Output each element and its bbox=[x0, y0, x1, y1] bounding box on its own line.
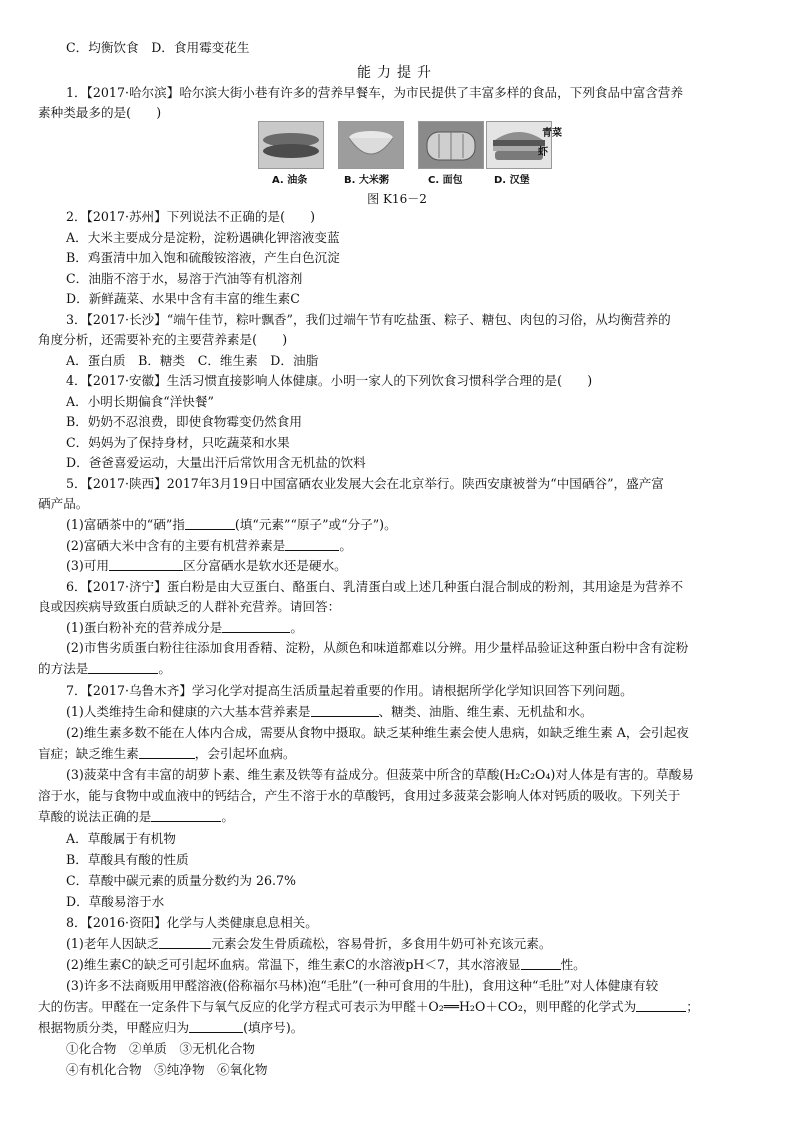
q8-stem: 8．【2016·资阳】化学与人类健康息息相关。 bbox=[66, 915, 318, 930]
q1-line1 bbox=[66, 83, 683, 103]
q4-stem: 4．【2017·安徽】生活习惯直接影响人体健康。小明一家人的下列饮食习惯科学合理的是( ) bbox=[66, 373, 593, 388]
q5-part1 bbox=[66, 515, 397, 535]
q5-part1-tail: (填“元素”“原子”或“分子”)。 bbox=[234, 517, 397, 532]
q8-part3-line3 bbox=[38, 1018, 303, 1038]
figure-caption-c: C. 面包 bbox=[428, 175, 463, 186]
q8-part3-line2 bbox=[38, 997, 699, 1017]
q1-figure-row bbox=[258, 121, 548, 185]
q3-line1: 3．【2017·长沙】“端午佳节，粽叶飘香”，我们过端午节有吃盐蛋、粽子、糖包、肉包的习俗，从均衡营养的 bbox=[66, 312, 671, 327]
q8-part2-tail: 性。 bbox=[560, 957, 586, 972]
q8-answer-blank-2[interactable] bbox=[521, 957, 561, 970]
q2-option-b: B．鸡蛋清中加入饱和硫酸铵溶液，产生白色沉淀 bbox=[66, 250, 340, 265]
q5-part1-text: (1)富硒茶中的“硒”指 bbox=[66, 517, 185, 532]
q2-option-a: A．大米主要成分是淀粉，淀粉遇碘化钾溶液变蓝 bbox=[66, 230, 340, 245]
q8-answer-blank-4[interactable] bbox=[189, 1020, 243, 1033]
q7-answer-blank-3[interactable] bbox=[151, 809, 221, 822]
top-options: C．均衡饮食 D．食用霉变花生 bbox=[66, 40, 250, 55]
fried-dough-icon bbox=[259, 122, 323, 168]
q4-option-d: D．爸爸喜爱运动，大量出汗后常饮用含无机盐的饮料 bbox=[66, 455, 366, 470]
q7-part1 bbox=[66, 702, 593, 722]
burger-label-shrimp: 虾 bbox=[538, 147, 548, 158]
q8-part1-text: (1)老年人因缺乏 bbox=[66, 936, 160, 951]
q5-part2-tail: 。 bbox=[339, 538, 352, 553]
q8-part2-text: (2)维生素C的缺乏可引起坏血病。常温下，维生素C的水溶液pH＜7，其水溶液显 bbox=[66, 957, 521, 972]
q6-part2-cont bbox=[38, 659, 171, 679]
fried-dough-image bbox=[258, 121, 324, 169]
q6-line2: 良或因疾病导致蛋白质缺乏的人群补充营养。请回答： bbox=[38, 599, 341, 614]
q8-part3-line1: (3)许多不法商贩用甲醛溶液(俗称福尔马林)泡“毛肚”(一种可食用的牛肚)，食用这种“毛肚”对人体健康有较 bbox=[66, 978, 659, 993]
rice-porridge-icon bbox=[339, 122, 403, 168]
q7-part2-cont bbox=[38, 744, 296, 764]
q8-part1-tail: 元素会发生骨质疏松，容易骨折，多食用牛奶可补充该元素。 bbox=[211, 936, 552, 951]
q5-part3-tail: 区分富硒水是软水还是硬水。 bbox=[183, 558, 347, 573]
q7-option-c: C．草酸中碳元素的质量分数约为 26.7% bbox=[66, 873, 296, 888]
q4-option-a: A．小明长期偏食“洋快餐” bbox=[66, 394, 214, 409]
q5-answer-blank-3[interactable] bbox=[109, 558, 183, 571]
q7-part2-text: 盲症；缺乏维生素 bbox=[38, 746, 139, 761]
q4-option-b: B．奶奶不忍浪费，即使食物霉变仍然食用 bbox=[66, 414, 302, 429]
burger-label-greens: 青菜 bbox=[542, 128, 562, 139]
figure-caption-a: A. 油条 bbox=[272, 175, 308, 186]
q2-option-c: C．油脂不溶于水，易溶于汽油等有机溶剂 bbox=[66, 271, 303, 286]
q7-part3-text: 草酸的说法正确的是 bbox=[38, 809, 152, 824]
q8-answer-blank-1[interactable] bbox=[159, 936, 211, 949]
q7-answer-blank-1[interactable] bbox=[311, 704, 379, 717]
rice-porridge-image bbox=[338, 121, 404, 169]
q3-line2: 角度分析，还需要补充的主要营养素是( ) bbox=[38, 332, 288, 347]
q8-part3-tail: (填序号)。 bbox=[243, 1020, 304, 1035]
q1-line2: 素种类最多的是( ) bbox=[38, 105, 162, 120]
figure-caption-b: B. 大米粥 bbox=[344, 175, 389, 186]
q7-stem: 7．【2017·乌鲁木齐】学习化学对提高生活质量起着重要的作用。请根据所学化学知识回答下列问题。 bbox=[66, 683, 633, 698]
q7-part3-line3 bbox=[38, 807, 234, 827]
section-title: 能力提升 bbox=[357, 65, 437, 81]
q7-part1-text: (1)人类维持生命和健康的六大基本营养素是 bbox=[66, 704, 311, 719]
q4-option-c: C．妈妈为了保持身材，只吃蔬菜和水果 bbox=[66, 435, 290, 450]
q7-part3-tail: 。 bbox=[221, 809, 234, 824]
q3-options: A．蛋白质 B．糖类 C．维生素 D．油脂 bbox=[66, 353, 319, 368]
q6-answer-blank-1[interactable] bbox=[222, 620, 290, 633]
q5-part2-text: (2)富硒大米中含有的主要有机营养素是 bbox=[66, 538, 286, 553]
q5-answer-blank-2[interactable] bbox=[285, 538, 339, 551]
bread-image bbox=[418, 121, 484, 169]
q8-part3-semicolon: ； bbox=[686, 999, 699, 1014]
q8-part2 bbox=[66, 955, 586, 975]
q5-line1: 5．【2017·陕西】2017年3月19日中国富硒农业发展大会在北京举行。陕西安康被誉为“中国硒谷”，盛产富 bbox=[66, 476, 664, 491]
q7-part1-tail: 、糖类、油脂、维生素、无机盐和水。 bbox=[378, 704, 593, 719]
q8-answer-blank-3[interactable] bbox=[636, 999, 686, 1012]
q8-part3-text: 大的伤害。甲醛在一定条件下与氧气反应的化学方程式可表示为甲醛＋O₂══H₂O＋CO₂，则甲醛的化学式为 bbox=[38, 999, 637, 1014]
q7-part3-line1: (3)菠菜中含有丰富的胡萝卜素、维生素及铁等有益成分。但菠菜中所含的草酸(H₂C₂O₄)对人体是有害的。草酸易 bbox=[66, 767, 694, 782]
q6-part1 bbox=[66, 618, 303, 638]
q8-part3-classify: 根据物质分类，甲醛应归为 bbox=[38, 1020, 190, 1035]
bread-icon bbox=[419, 122, 483, 168]
figure-caption-d: D. 汉堡 bbox=[494, 175, 530, 186]
q7-part2: (2)维生素多数不能在人体内合成，需要从食物中摄取。缺乏某种维生素会使人患病，如缺乏维生素 A，会引起夜 bbox=[66, 725, 689, 740]
q2-stem: 2．【2017·苏州】下列说法不正确的是( ) bbox=[66, 209, 316, 224]
q6-part2-tail: 。 bbox=[158, 661, 171, 676]
q1-stem: 1．【2017·哈尔滨】哈尔滨大街小巷有许多的营养早餐车，为市民提供了丰富多样的食品，下列食品中富含营养 bbox=[66, 85, 684, 100]
q6-answer-blank-2[interactable] bbox=[88, 661, 158, 674]
q6-part2: (2)市售劣质蛋白粉往往添加食用香精、淀粉，从颜色和味道都难以分辨。用少量样品验证这种蛋白粉中含有淀粉 bbox=[66, 640, 689, 655]
q8-choices-row1: ①化合物 ②单质 ③无机化合物 bbox=[66, 1041, 255, 1056]
q7-part2-tail: ，会引起坏血病。 bbox=[194, 746, 296, 761]
q7-option-a: A．草酸属于有机物 bbox=[66, 831, 176, 846]
q5-answer-blank-1[interactable] bbox=[185, 517, 235, 530]
q7-option-b: B．草酸具有酸的性质 bbox=[66, 852, 189, 867]
q5-part3 bbox=[66, 556, 347, 576]
q6-part2-text: 的方法是 bbox=[38, 661, 89, 676]
q5-part2 bbox=[66, 536, 352, 556]
q2-option-d: D．新鲜蔬菜、水果中含有丰富的维生素C bbox=[66, 291, 300, 306]
q5-part3-text: (3)可用 bbox=[66, 558, 110, 573]
q6-line1: 6．【2017·济宁】蛋白粉是由大豆蛋白、酪蛋白、乳清蛋白或上述几种蛋白混合制成的粉剂，其用途是为营养不 bbox=[66, 579, 684, 594]
q8-part1 bbox=[66, 934, 551, 954]
q7-answer-blank-2[interactable] bbox=[139, 746, 195, 759]
q7-option-d: D．草酸易溶于水 bbox=[66, 894, 165, 909]
q8-choices-row2: ④有机化合物 ⑤纯净物 ⑥氧化物 bbox=[66, 1062, 268, 1077]
figure-label: 图 K16－2 bbox=[367, 192, 427, 206]
q6-part1-tail: 。 bbox=[290, 620, 303, 635]
q7-part3-line2: 溶于水，能与食物中或血液中的钙结合，产生不溶于水的草酸钙，食用过多菠菜会影响人体对钙质的吸收。下列关于 bbox=[38, 788, 681, 803]
q6-part1-text: (1)蛋白粉补充的营养成分是 bbox=[66, 620, 223, 635]
q5-line2: 硒产品。 bbox=[38, 496, 89, 511]
